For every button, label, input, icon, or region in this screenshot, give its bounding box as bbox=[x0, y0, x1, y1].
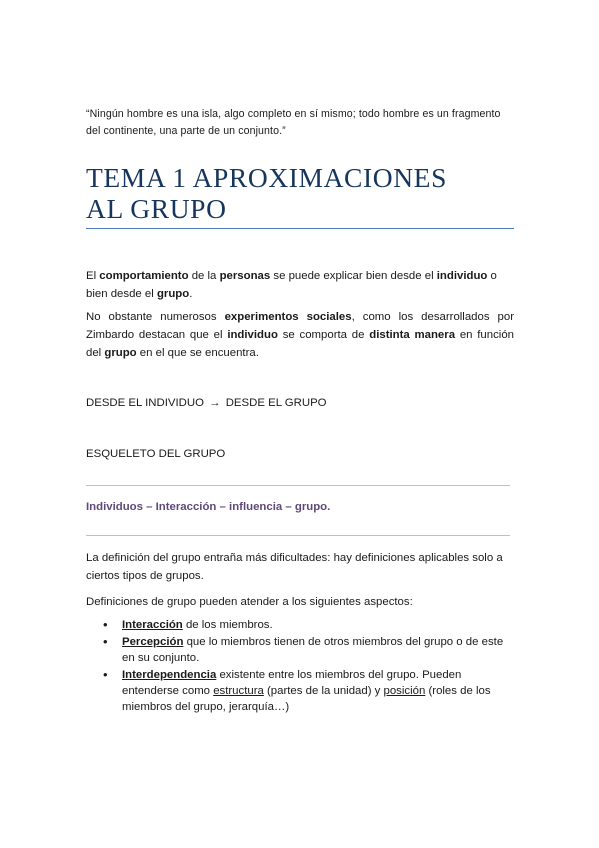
text-run: de los miembros. bbox=[182, 619, 273, 631]
text-run: (roles de los miembros del grupo, jerarquía…) bbox=[122, 685, 491, 713]
list-item bbox=[86, 617, 514, 633]
term-posicion: posición bbox=[383, 685, 426, 697]
bold-term: personas bbox=[219, 270, 271, 282]
bold-term: distinta manera bbox=[369, 329, 456, 341]
text-run: en función del bbox=[86, 329, 514, 359]
subtitle-individuos: Individuos – Interacción – influencia – grupo. bbox=[86, 501, 331, 513]
title-line-1: TEMA 1 APROXIMACIONES bbox=[86, 162, 447, 193]
desde-grupo-label: DESDE EL GRUPO bbox=[225, 397, 327, 409]
bullet-icon: • bbox=[103, 667, 108, 682]
term-interaccion: Interacción bbox=[122, 619, 183, 631]
esqueleto-heading: ESQUELETO DEL GRUPO bbox=[86, 448, 226, 460]
term-estructura: estructura bbox=[213, 685, 264, 697]
bullet-icon: • bbox=[103, 617, 108, 632]
right-arrow-icon: → bbox=[209, 397, 221, 409]
paragraph-aspectos: Definiciones de grupo pueden atender a los siguientes aspectos: bbox=[86, 596, 413, 608]
text-run: se puede explicar bien desde el bbox=[270, 270, 437, 282]
text-run: . bbox=[189, 288, 193, 300]
term-percepcion: Percepción bbox=[122, 636, 184, 648]
text-run: o bien desde el bbox=[86, 270, 497, 300]
title-line-2: AL GRUPO bbox=[86, 193, 227, 224]
list-item bbox=[86, 634, 514, 666]
bold-term: comportamiento bbox=[99, 270, 189, 282]
epigraph-quote: “Ningún hombre es una isla, algo completo en sí mismo; todo hombre es un fragmento del continente, una parte de un conjunto.” bbox=[86, 107, 501, 137]
bold-term: grupo bbox=[104, 347, 137, 359]
text-run: (partes de la unidad) y bbox=[263, 685, 384, 697]
bold-term: individuo bbox=[436, 270, 488, 282]
bold-term: experimentos sociales bbox=[224, 311, 352, 323]
paragraph-comportamiento bbox=[86, 267, 514, 303]
paragraph-experimentos bbox=[86, 308, 514, 362]
text-run: El bbox=[86, 270, 100, 282]
aspects-list bbox=[86, 617, 514, 716]
title-underline-rule bbox=[86, 228, 514, 229]
bullet-icon: • bbox=[103, 634, 108, 649]
text-run: se comporta de bbox=[277, 329, 370, 341]
bold-term: individuo bbox=[227, 329, 278, 341]
text-run: en el que se encuentra. bbox=[136, 347, 259, 359]
list-item bbox=[86, 667, 514, 715]
term-interdependencia: Interdependencia bbox=[122, 669, 217, 681]
desde-line bbox=[86, 395, 327, 411]
page-title bbox=[86, 162, 514, 224]
divider-bottom bbox=[86, 535, 510, 536]
text-run: , como los desarrollados por Zimbardo destacan que el bbox=[86, 311, 514, 341]
divider-top bbox=[86, 485, 510, 486]
text-run: que lo miembros tienen de otros miembros del grupo o de este en su conjunto. bbox=[122, 636, 504, 664]
desde-individuo-label: DESDE EL INDIVIDUO bbox=[86, 397, 204, 409]
paragraph-definicion: La definición del grupo entraña más dificultades: hay definiciones aplicables solo a ciertos tipos de grupos. bbox=[86, 552, 503, 582]
text-run: No obstante numerosos bbox=[86, 311, 225, 323]
bold-term: grupo bbox=[156, 288, 190, 300]
text-run: existente entre los miembros del grupo. Pueden entenderse como bbox=[122, 669, 462, 697]
text-run: de la bbox=[188, 270, 220, 282]
